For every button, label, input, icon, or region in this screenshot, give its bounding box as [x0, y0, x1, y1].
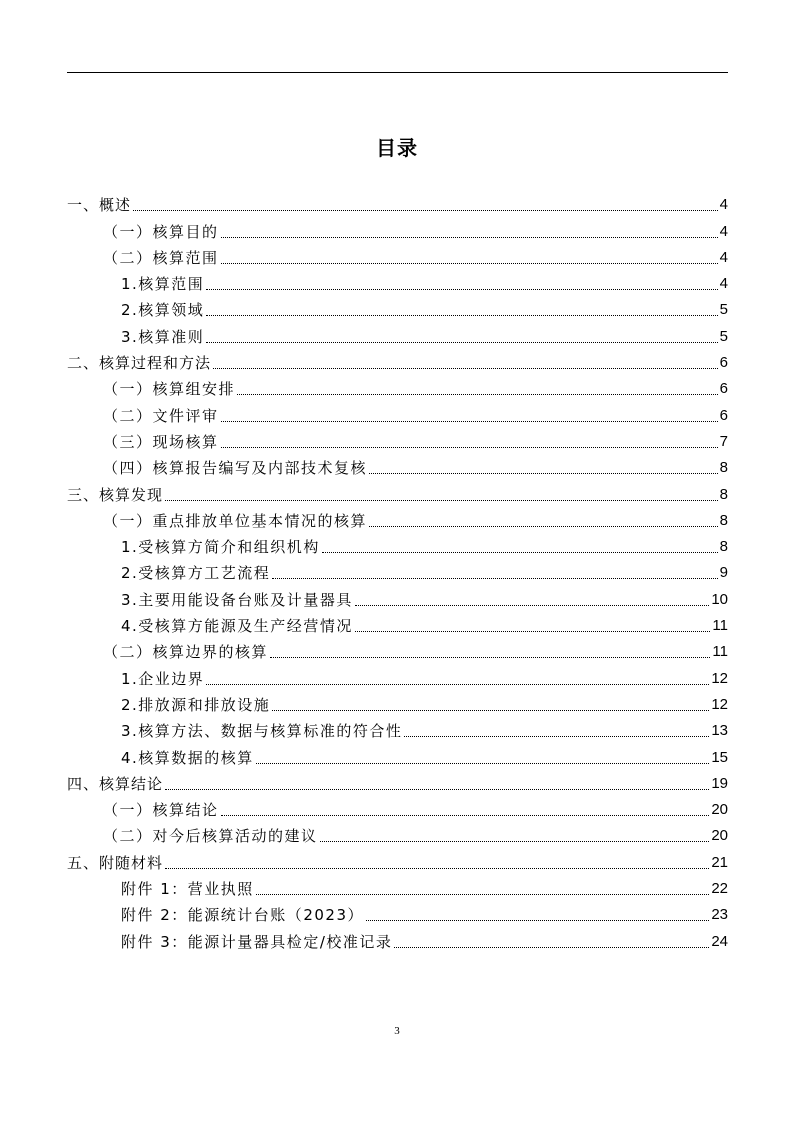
toc-entry[interactable] [67, 268, 728, 294]
dot-leader [256, 763, 710, 764]
toc-entry-text: 1.企业边界 [121, 669, 205, 688]
toc-page-number: 6 [719, 406, 728, 424]
dot-leader [221, 263, 718, 264]
toc-entry[interactable] [67, 583, 728, 609]
toc-entry[interactable] [67, 452, 728, 478]
toc-entry[interactable] [67, 505, 728, 531]
toc-page-number: 19 [711, 774, 728, 792]
toc-entry-text: 五、附随材料 [67, 853, 164, 872]
toc-entry-text: 3.核算准则 [121, 327, 205, 346]
dot-leader [206, 289, 717, 290]
toc-entry[interactable] [67, 320, 728, 346]
toc-entry-text: 2.受核算方工艺流程 [121, 564, 271, 583]
dot-leader [221, 421, 718, 422]
toc-entry-text: （一）核算结论 [103, 801, 219, 820]
table-of-contents [67, 189, 728, 952]
toc-entry-text: （三）现场核算 [103, 432, 219, 451]
toc-page-number: 4 [719, 275, 728, 293]
toc-page-number: 6 [719, 354, 728, 372]
toc-page-number: 4 [719, 248, 728, 266]
toc-page-number: 13 [711, 722, 728, 740]
toc-page-number: 21 [711, 853, 728, 871]
toc-entry-text: 附件 2：能源统计台账（2023） [121, 906, 364, 925]
toc-entry-text: 3.核算方法、数据与核算标准的符合性 [121, 722, 403, 741]
toc-entry[interactable] [67, 925, 728, 951]
toc-entry-text: 二、核算过程和方法 [67, 354, 212, 373]
toc-page-number: 15 [711, 748, 728, 766]
toc-entry[interactable] [67, 426, 728, 452]
toc-page-number: 23 [711, 906, 728, 924]
toc-page-number: 20 [711, 801, 728, 819]
dot-leader [133, 210, 718, 211]
toc-entry-text: 附件 1：营业执照 [121, 880, 254, 899]
toc-page-number: 22 [711, 880, 728, 898]
toc-entry[interactable] [67, 373, 728, 399]
toc-entry-text: 1.核算范围 [121, 275, 205, 294]
toc-entry[interactable] [67, 899, 728, 925]
toc-entry[interactable] [67, 846, 728, 872]
toc-entry-text: （二）文件评审 [103, 406, 219, 425]
toc-entry-text: （二）对今后核算活动的建议 [103, 827, 318, 846]
toc-page-number: 9 [719, 564, 728, 582]
toc-page-number: 6 [719, 380, 728, 398]
dot-leader [355, 631, 711, 632]
toc-entry[interactable] [67, 689, 728, 715]
toc-entry-text: （一）核算组安排 [103, 380, 236, 399]
dot-leader [165, 868, 709, 869]
toc-entry-text: 2.排放源和排放设施 [121, 695, 271, 714]
toc-page-number: 24 [711, 932, 728, 950]
dot-leader [369, 526, 718, 527]
toc-entry[interactable] [67, 294, 728, 320]
dot-leader [206, 684, 709, 685]
toc-page-number: 10 [711, 590, 728, 608]
toc-entry-text: （四）核算报告编写及内部技术复核 [103, 459, 368, 478]
dot-leader [206, 342, 717, 343]
toc-page-number: 8 [719, 459, 728, 477]
toc-entry-text: 3.主要用能设备台账及计量器具 [121, 590, 353, 609]
toc-page-number: 4 [719, 222, 728, 240]
toc-entry[interactable] [67, 531, 728, 557]
toc-page-number: 7 [719, 432, 728, 450]
header-rule [67, 72, 728, 73]
dot-leader [272, 710, 709, 711]
toc-entry[interactable] [67, 478, 728, 504]
toc-page-number: 8 [719, 485, 728, 503]
toc-entry[interactable] [67, 794, 728, 820]
toc-entry[interactable] [67, 873, 728, 899]
toc-page-number: 5 [719, 301, 728, 319]
toc-page-number: 12 [711, 695, 728, 713]
dot-leader [256, 894, 710, 895]
toc-entry[interactable] [67, 557, 728, 583]
dot-leader [237, 394, 718, 395]
toc-entry-text: （一）重点排放单位基本情况的核算 [103, 511, 368, 530]
toc-title: 目录 [376, 136, 418, 160]
toc-entry-text: 三、核算发现 [67, 485, 164, 504]
dot-leader [221, 237, 718, 238]
dot-leader [394, 947, 709, 948]
page-number: 3 [394, 1025, 400, 1037]
dot-leader [213, 368, 718, 369]
toc-entry-text: （二）核算边界的核算 [103, 643, 269, 662]
toc-entry[interactable] [67, 215, 728, 241]
toc-entry[interactable] [67, 741, 728, 767]
toc-page-number: 8 [719, 538, 728, 556]
dot-leader [320, 841, 710, 842]
dot-leader [404, 736, 709, 737]
toc-page-number: 11 [712, 643, 728, 661]
toc-page-number: 20 [711, 827, 728, 845]
dot-leader [322, 552, 718, 553]
toc-entry-text: 2.核算领域 [121, 301, 205, 320]
toc-entry-text: 附件 3：能源计量器具检定/校准记录 [121, 932, 393, 951]
dot-leader [366, 920, 709, 921]
dot-leader [165, 500, 718, 501]
toc-entry-text: 1.受核算方简介和组织机构 [121, 538, 320, 557]
dot-leader [272, 578, 717, 579]
toc-entry-text: 4.核算数据的核算 [121, 748, 254, 767]
dot-leader [206, 315, 717, 316]
toc-entry[interactable] [67, 399, 728, 425]
toc-entry[interactable] [67, 715, 728, 741]
dot-leader [165, 789, 709, 790]
toc-entry[interactable] [67, 768, 728, 794]
toc-entry[interactable] [67, 636, 728, 662]
toc-entry-text: 一、概述 [67, 196, 132, 215]
toc-entry[interactable] [67, 347, 728, 373]
dot-leader [221, 815, 710, 816]
toc-entry[interactable] [67, 662, 728, 688]
toc-entry[interactable] [67, 189, 728, 215]
toc-page-number: 4 [719, 196, 728, 214]
toc-entry-text: （一）核算目的 [103, 222, 219, 241]
toc-entry[interactable] [67, 820, 728, 846]
dot-leader [221, 447, 718, 448]
toc-entry-text: 4.受核算方能源及生产经营情况 [121, 617, 353, 636]
toc-entry-text: （二）核算范围 [103, 248, 219, 267]
toc-page-number: 5 [719, 327, 728, 345]
dot-leader [355, 605, 709, 606]
toc-entry[interactable] [67, 610, 728, 636]
toc-page-number: 11 [712, 617, 728, 635]
toc-page-number: 12 [711, 669, 728, 687]
toc-entry[interactable] [67, 242, 728, 268]
dot-leader [369, 473, 718, 474]
toc-entry-text: 四、核算结论 [67, 774, 164, 793]
toc-page-number: 8 [719, 511, 728, 529]
dot-leader [270, 657, 710, 658]
